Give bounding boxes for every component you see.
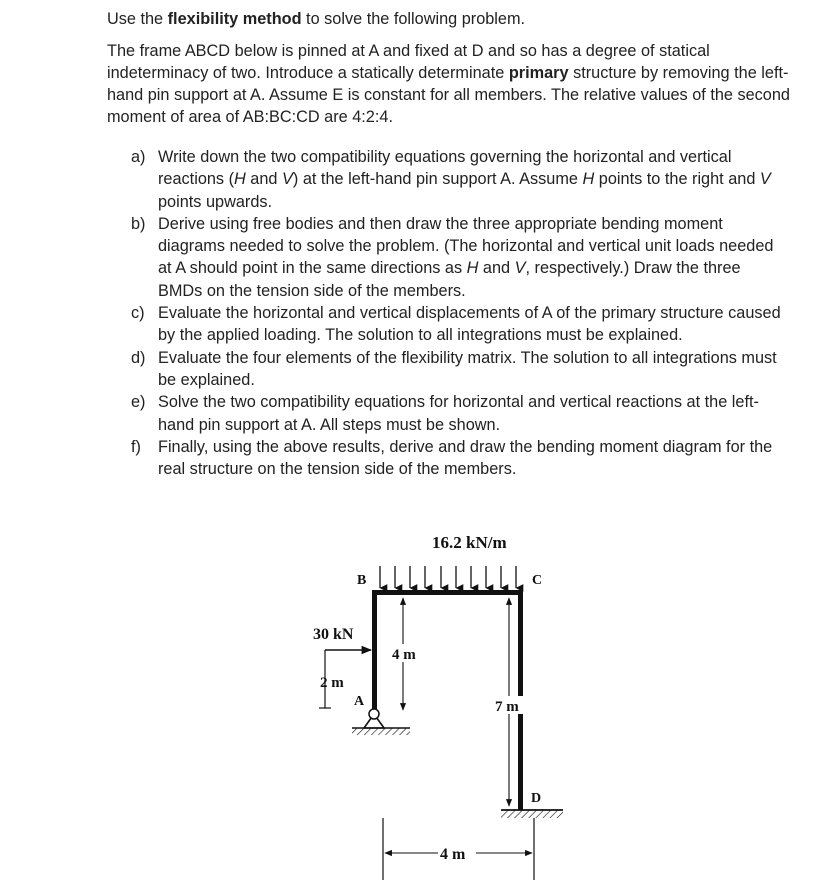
task-item: [131, 347, 788, 392]
node-c-label: C: [532, 573, 543, 588]
task-text: Evaluate the four elements of the flexibility matrix. The solution to all integrations must be explained.: [158, 348, 777, 389]
flexibility-method-term: flexibility method: [167, 10, 302, 28]
intro-paragraph: The frame ABCD below is pinned at A and fixed at D and so has a degree of statical indeterminacy of two. Introduce a statically determinate primary structure by removing the left-hand pin support at A. Assume E is constant for all members. The relative values of the second moment of area of AB:BC:CD are 4:2:4.: [107, 42, 790, 126]
member-bc: [372, 590, 523, 595]
frame-diagram: [305, 518, 575, 888]
node-d-label: D: [531, 791, 542, 806]
variable: H: [234, 170, 246, 189]
task-text: and: [245, 170, 282, 189]
node-a-label: A: [354, 694, 365, 709]
task-text: , respectively.) Draw the three BMDs on the tension side of the members.: [158, 259, 741, 300]
task-text: Write down the two compatibility equations governing the horizontal and vertical reactions (: [158, 148, 732, 189]
task-text: Finally, using the above results, derive and draw the bending moment diagram for the real structure on the tension side of the members.: [158, 437, 773, 479]
variable: H: [466, 259, 479, 278]
pin-support-a: [352, 709, 410, 735]
member-ab: [372, 590, 377, 714]
problem-intro: [107, 8, 807, 128]
task-text: Derive using free bodies and then draw the three appropriate bending moment diagrams needed to solve the problem. (The horizontal and vertical unit loads needed at A should point in the same directions as: [158, 214, 774, 278]
task-item: [131, 436, 788, 481]
task-label: b): [131, 214, 146, 233]
udl-label: 16.2 kN/m: [432, 533, 507, 552]
task-list: [131, 146, 788, 480]
task-text: and: [478, 259, 515, 278]
primary-term: primary: [508, 64, 569, 82]
task-text: ) at the left-hand pin support A. Assume: [292, 170, 583, 189]
variable: V: [514, 259, 526, 278]
task-label: c): [131, 304, 145, 323]
dim-ab-label: 4 m: [392, 647, 416, 663]
task-label: f): [131, 437, 141, 456]
task-label: e): [131, 393, 146, 412]
task-text: Solve the two compatibility equations for horizontal and vertical reactions at the left-hand pin support at A. All steps must be shown.: [158, 393, 759, 434]
task-label: a): [131, 148, 146, 166]
task-text: Evaluate the horizontal and vertical displacements of A of the primary structure caused by the applied loading. The solution to all integrations must be explained.: [158, 304, 781, 345]
variable: V: [282, 170, 293, 189]
node-b-label: B: [357, 573, 367, 588]
task-label: d): [131, 348, 146, 367]
variable: V: [759, 170, 771, 189]
dim-cd-label: 7 m: [495, 699, 519, 715]
intro-line: Use the flexibility method to solve the following problem.: [107, 10, 526, 28]
point-load-label: 30 kN: [313, 626, 354, 643]
task-text: points to the right and: [594, 170, 760, 189]
dim-bc-label: 4 m: [440, 846, 466, 863]
task-item: [131, 213, 788, 302]
dim-2m-label: 2 m: [320, 675, 344, 691]
task-item: [131, 391, 788, 436]
task-item: [131, 302, 788, 347]
task-item: [131, 146, 788, 213]
variable: H: [582, 170, 595, 189]
fixed-support-d: [501, 810, 563, 818]
udl-arrows: [380, 566, 516, 588]
task-text: points upwards.: [158, 192, 273, 211]
